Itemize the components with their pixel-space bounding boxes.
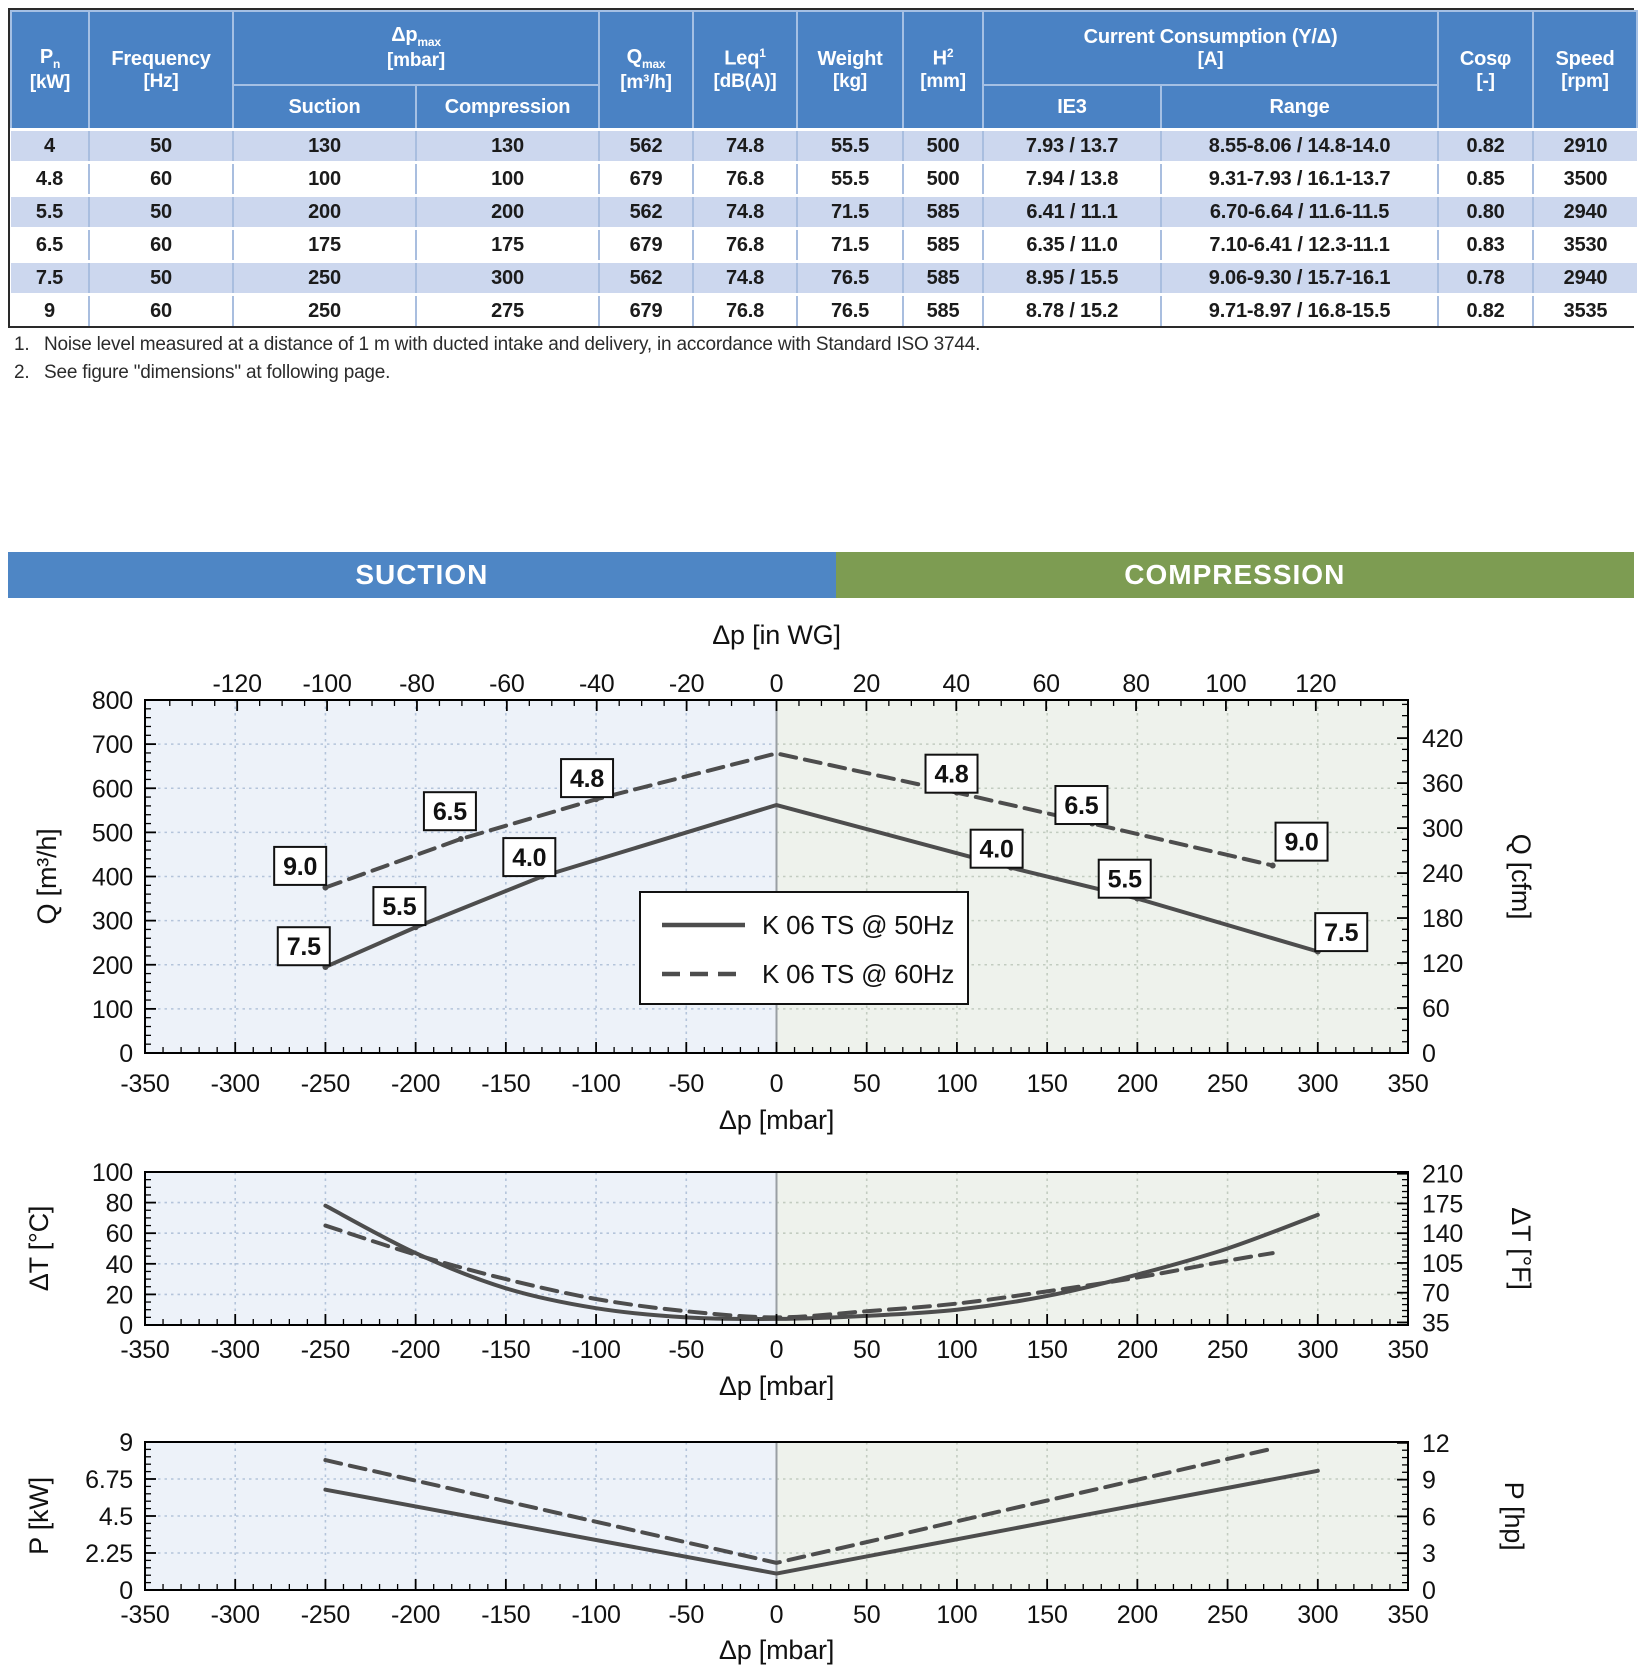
table-cell: 100 (233, 163, 416, 196)
table-cell: 50 (89, 262, 233, 295)
col-header-h: $H^2$ [mm] (903, 11, 983, 130)
table-cell: 300 (416, 262, 599, 295)
svg-text:0: 0 (119, 1312, 133, 1340)
svg-text:400: 400 (91, 863, 133, 892)
svg-text:70: 70 (1422, 1279, 1450, 1308)
header-text: P (39, 45, 53, 68)
svg-text:250: 250 (1207, 1070, 1249, 1098)
table-cell: 74.8 (693, 130, 797, 163)
svg-text:-50: -50 (668, 1070, 705, 1098)
svg-text:-350: -350 (120, 1336, 170, 1364)
svg-text:ΔT [°C]: ΔT [°C] (24, 1205, 54, 1292)
svg-text:ΔT [°F]: ΔT [°F] (1506, 1207, 1536, 1290)
svg-text:100: 100 (936, 1336, 978, 1364)
svg-text:-350: -350 (120, 1601, 170, 1629)
table-cell: 0.78 (1438, 262, 1533, 295)
col-header-ie3: IE3 (983, 85, 1161, 130)
svg-text:9: 9 (1422, 1466, 1436, 1495)
footnote-text: See figure "dimensions" at following page. (44, 361, 391, 383)
svg-text:20: 20 (105, 1281, 133, 1310)
table-cell: 9.06-9.30 / 15.7-16.1 (1161, 262, 1438, 295)
table-cell: 562 (599, 196, 693, 229)
svg-text:360: 360 (1422, 770, 1464, 799)
svg-text:4.5: 4.5 (98, 1503, 133, 1531)
table-cell: 60 (89, 295, 233, 327)
svg-text:-80: -80 (399, 670, 435, 698)
svg-text:Δp [in WG]: Δp [in WG] (712, 620, 841, 650)
col-header-frequency: Frequency [Hz] (89, 11, 233, 130)
table-cell: 100 (416, 163, 599, 196)
svg-text:300: 300 (1297, 1601, 1339, 1629)
table-cell: 175 (233, 229, 416, 262)
svg-text:5.5: 5.5 (1107, 865, 1142, 894)
footnote-number: 2. (14, 361, 30, 383)
svg-text:-150: -150 (481, 1601, 531, 1629)
svg-text:-150: -150 (481, 1336, 531, 1364)
svg-text:200: 200 (1116, 1070, 1158, 1098)
svg-text:-40: -40 (578, 670, 615, 698)
table-cell: 6.70-6.64 / 11.6-11.5 (1161, 196, 1438, 229)
svg-text:60: 60 (105, 1220, 133, 1249)
table-cell: 3500 (1533, 163, 1637, 196)
suction-banner: SUCTION (8, 552, 836, 598)
svg-text:-250: -250 (300, 1070, 351, 1098)
svg-text:-300: -300 (210, 1336, 260, 1364)
footnote-number: 1. (14, 334, 30, 355)
table-cell: 679 (599, 229, 693, 262)
svg-text:Q [cfm]: Q [cfm] (1506, 833, 1536, 920)
table-cell: 50 (89, 130, 233, 163)
svg-text:100: 100 (936, 1070, 978, 1098)
table-cell: 2910 (1533, 130, 1637, 163)
svg-text:4.8: 4.8 (934, 760, 969, 789)
svg-text:175: 175 (1422, 1190, 1464, 1219)
svg-text:Δp [mbar]: Δp [mbar] (718, 1105, 835, 1135)
table-cell: 3530 (1533, 229, 1637, 262)
table-cell: 250 (233, 262, 416, 295)
temperature-rise-chart (0, 1150, 1642, 1400)
svg-text:3: 3 (1422, 1540, 1436, 1569)
svg-text:80: 80 (105, 1189, 133, 1218)
col-header-range: Range (1161, 85, 1438, 130)
svg-text:-250: -250 (300, 1336, 351, 1364)
svg-text:6: 6 (1422, 1503, 1436, 1532)
svg-text:500: 500 (91, 819, 133, 848)
svg-text:-200: -200 (391, 1601, 441, 1629)
svg-text:40: 40 (942, 670, 970, 698)
svg-text:-200: -200 (391, 1070, 441, 1098)
svg-text:-350: -350 (120, 1070, 170, 1098)
table-cell: 76.5 (797, 262, 903, 295)
svg-text:P [kW]: P [kW] (24, 1477, 54, 1555)
table-cell: 679 (599, 295, 693, 327)
svg-text:80: 80 (1122, 670, 1150, 698)
table-cell: 585 (903, 196, 983, 229)
table-cell: 7.94 / 13.8 (983, 163, 1161, 196)
svg-text:P [hp]: P [hp] (1499, 1481, 1529, 1551)
col-header-compression: Compression (416, 85, 599, 130)
table-cell: 130 (233, 130, 416, 163)
svg-text:0: 0 (769, 670, 784, 698)
svg-text:-50: -50 (668, 1601, 705, 1629)
table-cell: 8.95 / 15.5 (983, 262, 1161, 295)
col-header-leq: Leq$^1$ [dB(A)] (693, 11, 797, 130)
svg-text:40: 40 (105, 1250, 133, 1279)
svg-text:-20: -20 (668, 670, 705, 698)
table-cell: 2940 (1533, 262, 1637, 295)
svg-text:100: 100 (91, 1159, 133, 1187)
table-cell: 74.8 (693, 262, 797, 295)
svg-text:420: 420 (1422, 725, 1464, 754)
svg-text:60: 60 (1032, 670, 1060, 698)
svg-text:K 06 TS @ 50Hz: K 06 TS @ 50Hz (762, 910, 955, 940)
power-chart (0, 1415, 1642, 1673)
svg-text:-300: -300 (210, 1070, 260, 1098)
flow-chart (0, 600, 1642, 1150)
table-cell: 9 (11, 295, 89, 327)
table-cell: 76.8 (693, 295, 797, 327)
svg-text:120: 120 (1295, 670, 1337, 698)
svg-text:100: 100 (91, 995, 133, 1024)
svg-text:9.0: 9.0 (1284, 828, 1319, 857)
svg-text:600: 600 (91, 775, 133, 804)
svg-text:0: 0 (1422, 1577, 1436, 1605)
svg-text:4.0: 4.0 (979, 835, 1014, 864)
svg-text:100: 100 (936, 1601, 978, 1629)
svg-text:-200: -200 (391, 1336, 441, 1364)
table-cell: 250 (233, 295, 416, 327)
table-cell: 4 (11, 130, 89, 163)
table-cell: 9.71-8.97 / 16.8-15.5 (1161, 295, 1438, 327)
table-cell: 679 (599, 163, 693, 196)
table-cell: 55.5 (797, 130, 903, 163)
svg-text:200: 200 (1116, 1336, 1158, 1364)
table-cell: 7.10-6.41 / 12.3-11.1 (1161, 229, 1438, 262)
svg-text:800: 800 (91, 687, 133, 715)
svg-text:250: 250 (1207, 1601, 1249, 1629)
table-cell: 562 (599, 130, 693, 163)
table-cell: 50 (89, 196, 233, 229)
table-cell: 9.31-7.93 / 16.1-13.7 (1161, 163, 1438, 196)
table-cell: 55.5 (797, 163, 903, 196)
table-cell: 175 (416, 229, 599, 262)
footnote-text: Noise level measured at a distance of 1 m with ducted intake and delivery, in accordance with Standard ISO 3744. (44, 334, 981, 355)
svg-text:0: 0 (769, 1601, 784, 1629)
svg-text:0: 0 (1422, 1040, 1436, 1068)
table-cell: 76.5 (797, 295, 903, 327)
svg-text:700: 700 (91, 731, 133, 760)
svg-text:140: 140 (1422, 1220, 1464, 1249)
svg-text:150: 150 (1026, 1336, 1068, 1364)
svg-text:-100: -100 (571, 1070, 621, 1098)
table-cell: 130 (416, 130, 599, 163)
table-cell: 200 (416, 196, 599, 229)
svg-text:120: 120 (1422, 950, 1464, 979)
svg-text:300: 300 (1297, 1070, 1339, 1098)
svg-text:-100: -100 (302, 670, 352, 698)
svg-text:Δp [mbar]: Δp [mbar] (718, 1371, 835, 1400)
svg-text:100: 100 (1205, 670, 1247, 698)
svg-text:K 06 TS @ 60Hz: K 06 TS @ 60Hz (762, 959, 955, 989)
col-header-current: Current Consumption (Y/Δ) [A] (983, 11, 1438, 85)
table-cell: 585 (903, 262, 983, 295)
svg-text:20: 20 (852, 670, 881, 698)
table-cell: 6.5 (11, 229, 89, 262)
svg-text:-150: -150 (481, 1070, 531, 1098)
col-header-pn: $P_n$ [kW] (11, 11, 89, 130)
svg-text:Δp [mbar]: Δp [mbar] (718, 1635, 835, 1665)
svg-text:180: 180 (1422, 905, 1464, 934)
svg-text:150: 150 (1026, 1070, 1068, 1098)
svg-text:-120: -120 (212, 670, 262, 698)
svg-text:5.5: 5.5 (382, 893, 417, 922)
svg-text:350: 350 (1387, 1070, 1429, 1098)
table-cell: 585 (903, 295, 983, 327)
table-cell: 0.82 (1438, 130, 1533, 163)
svg-text:300: 300 (1297, 1336, 1339, 1364)
svg-text:350: 350 (1387, 1601, 1429, 1629)
svg-text:105: 105 (1422, 1249, 1464, 1278)
svg-text:6.5: 6.5 (1064, 792, 1099, 821)
col-header-qmax: $Q_{max}$ [m³/h] (599, 11, 693, 130)
table-cell: 4.8 (11, 163, 89, 196)
svg-text:240: 240 (1422, 860, 1464, 889)
table-cell: 76.8 (693, 229, 797, 262)
table-cell: 3535 (1533, 295, 1637, 327)
svg-text:250: 250 (1207, 1336, 1249, 1364)
svg-text:9: 9 (119, 1429, 133, 1457)
table-cell: 500 (903, 130, 983, 163)
table-cell: 8.55-8.06 / 14.8-14.0 (1161, 130, 1438, 163)
table-cell: 6.35 / 11.0 (983, 229, 1161, 262)
svg-text:-300: -300 (210, 1601, 260, 1629)
svg-text:300: 300 (1422, 815, 1464, 844)
col-header-suction: Suction (233, 85, 416, 130)
col-header-dpmax: $\Delta p_{max}$ [mbar] (233, 11, 599, 85)
svg-text:-100: -100 (571, 1601, 621, 1629)
table-cell: 7.93 / 13.7 (983, 130, 1161, 163)
svg-text:200: 200 (1116, 1601, 1158, 1629)
svg-text:-60: -60 (489, 670, 525, 698)
svg-text:6.75: 6.75 (85, 1466, 133, 1494)
table-cell: 275 (416, 295, 599, 327)
table-cell: 0.80 (1438, 196, 1533, 229)
svg-text:9.0: 9.0 (283, 852, 318, 881)
table-cell: 6.41 / 11.1 (983, 196, 1161, 229)
table-cell: 562 (599, 262, 693, 295)
svg-text:4.0: 4.0 (512, 844, 547, 873)
table-cell: 71.5 (797, 229, 903, 262)
table-cell: 76.8 (693, 163, 797, 196)
svg-text:300: 300 (91, 907, 133, 936)
svg-text:-50: -50 (668, 1336, 705, 1364)
svg-text:0: 0 (769, 1070, 784, 1098)
col-header-weight: Weight [kg] (797, 11, 903, 130)
table-cell: 5.5 (11, 196, 89, 229)
table-cell: 585 (903, 229, 983, 262)
table-cell: 74.8 (693, 196, 797, 229)
table-cell: 60 (89, 163, 233, 196)
svg-text:-100: -100 (571, 1336, 621, 1364)
svg-text:0: 0 (769, 1336, 784, 1364)
table-cell: 0.85 (1438, 163, 1533, 196)
svg-text:200: 200 (91, 951, 133, 980)
svg-text:7.5: 7.5 (286, 933, 321, 962)
svg-text:4.8: 4.8 (569, 765, 605, 794)
table-cell: 0.83 (1438, 229, 1533, 262)
table-cell: 200 (233, 196, 416, 229)
svg-text:50: 50 (853, 1336, 881, 1364)
compression-banner: COMPRESSION (836, 552, 1634, 598)
svg-text:2.25: 2.25 (85, 1540, 133, 1568)
svg-text:7.5: 7.5 (1324, 919, 1359, 948)
table-cell: 71.5 (797, 196, 903, 229)
svg-text:60: 60 (1422, 995, 1450, 1024)
table-cell: 500 (903, 163, 983, 196)
svg-text:0: 0 (119, 1040, 133, 1068)
svg-text:-250: -250 (300, 1601, 351, 1629)
svg-text:Q [m³/h]: Q [m³/h] (32, 828, 62, 925)
table-cell: 60 (89, 229, 233, 262)
col-header-cosphi: Cosφ [-] (1438, 11, 1533, 130)
svg-text:150: 150 (1026, 1601, 1068, 1629)
table-cell: 8.78 / 15.2 (983, 295, 1161, 327)
col-header-speed: Speed [rpm] (1533, 11, 1637, 130)
svg-text:350: 350 (1387, 1336, 1429, 1364)
svg-text:6.5: 6.5 (432, 798, 468, 827)
header-unit: [kW] (29, 72, 71, 94)
table-cell: 7.5 (11, 262, 89, 295)
svg-text:50: 50 (853, 1601, 881, 1629)
svg-text:0: 0 (119, 1577, 133, 1605)
svg-text:35: 35 (1422, 1309, 1450, 1338)
svg-text:12: 12 (1422, 1429, 1450, 1458)
svg-text:50: 50 (853, 1070, 881, 1098)
table-cell: 2940 (1533, 196, 1637, 229)
table-cell: 0.82 (1438, 295, 1533, 327)
svg-text:210: 210 (1422, 1160, 1464, 1189)
